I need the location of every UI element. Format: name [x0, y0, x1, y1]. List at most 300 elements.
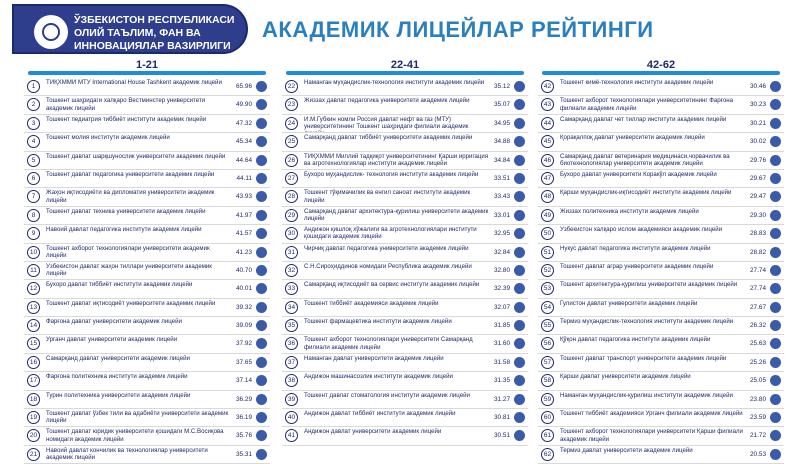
lyceum-name: Наманган муҳандислик-қурилиш институти академик лицейи	[560, 391, 733, 399]
lyceum-name: Бухоро давлат тиббиёт институти академик лицейи	[46, 281, 193, 289]
rating-score: 36.19	[236, 414, 252, 422]
bullet-dot-icon	[770, 449, 781, 460]
lyceum-name: Тошкент молия институти академик лицейи	[46, 134, 170, 142]
rank-number: 5	[27, 154, 40, 167]
lyceum-name: Тошкент давлат аграр университети академик лицейи	[560, 262, 714, 270]
rating-score: 43.93	[236, 193, 252, 201]
ranking-row	[282, 115, 528, 133]
bullet-dot-icon	[514, 283, 525, 294]
bullet-dot-icon	[256, 375, 267, 386]
rating-score: 32.80	[494, 266, 510, 274]
bullet-dot-icon	[256, 118, 267, 129]
rank-number: 38	[285, 374, 298, 387]
lyceum-name: ТИҚХММИ МТУ International House Tashkent академик лицейи	[46, 79, 222, 86]
ranking-row	[24, 354, 270, 372]
bullet-dot-icon	[256, 302, 267, 313]
lyceum-name: Наманган муҳандислик-технология институти академик лицейи	[304, 79, 485, 86]
bullet-dot-icon	[514, 412, 525, 423]
ranking-row	[538, 335, 784, 353]
lyceum-name: Самарқанд давлат архитектура-қурилиш университети академик лицейи	[304, 207, 489, 222]
ranking-row	[24, 335, 270, 353]
rank-number: 6	[27, 172, 40, 185]
bullet-dot-icon	[514, 357, 525, 368]
bullet-dot-icon	[514, 320, 525, 331]
bullet-dot-icon	[770, 228, 781, 239]
rank-number: 39	[285, 393, 298, 406]
rating-score: 31.58	[494, 358, 510, 366]
rating-score: 37.65	[236, 358, 252, 366]
ranking-row	[538, 78, 784, 96]
rating-score: 36.29	[236, 395, 252, 403]
rank-number: 21	[27, 448, 40, 461]
ranking-row	[24, 152, 270, 170]
lyceum-name: Самарқанд давлат тиббиёт университети академик лицейи	[304, 134, 473, 142]
ranking-row	[24, 372, 270, 390]
bullet-dot-icon	[770, 265, 781, 276]
rank-number: 47	[541, 172, 554, 185]
rating-score: 31.27	[494, 395, 510, 403]
ranking-row	[538, 244, 784, 262]
bullet-dot-icon	[256, 430, 267, 441]
bullet-dot-icon	[770, 173, 781, 184]
rank-number: 57	[541, 356, 554, 369]
bullet-dot-icon	[770, 118, 781, 129]
rank-number: 29	[285, 209, 298, 222]
ranking-row	[538, 170, 784, 188]
ranking-row	[282, 317, 528, 335]
bullet-dot-icon	[514, 99, 525, 110]
column-divider	[286, 71, 524, 75]
page-title: АКАДЕМИК ЛИЦЕЙЛАР РЕЙТИНГИ	[262, 17, 654, 42]
rank-number: 62	[541, 448, 554, 461]
lyceum-name: Андижон машинасозлик институти академик лицейи	[304, 373, 453, 381]
rank-number: 36	[285, 337, 298, 350]
rating-score: 31.85	[494, 322, 510, 330]
rating-score: 20.53	[750, 450, 766, 458]
bullet-dot-icon	[514, 247, 525, 258]
bullet-dot-icon	[514, 81, 525, 92]
ranking-row	[538, 372, 784, 390]
lyceum-name: Наманган давлат университети академик лицейи	[304, 354, 444, 362]
bullet-dot-icon	[770, 412, 781, 423]
bullet-dot-icon	[256, 173, 267, 184]
bullet-dot-icon	[256, 449, 267, 460]
ranking-row	[538, 188, 784, 206]
ranking-row	[282, 299, 528, 317]
rating-score: 30.81	[494, 414, 510, 422]
ranking-row	[538, 96, 784, 114]
rating-score: 44.64	[236, 156, 252, 164]
rank-number: 15	[27, 337, 40, 350]
lyceum-name: Тошкент ахборот технологиялари университети Қарши филиали академик лицейи	[560, 428, 743, 443]
rating-score: 47.32	[236, 119, 252, 127]
rating-score: 27.74	[750, 285, 766, 293]
ranking-row	[282, 391, 528, 409]
rating-score: 40.70	[236, 266, 252, 274]
rank-number: 40	[285, 411, 298, 424]
bullet-dot-icon	[770, 210, 781, 221]
lyceum-name: Ўзбекистон халқаро ислом академияси академик лицейи	[560, 226, 723, 234]
bullet-dot-icon	[770, 283, 781, 294]
rating-score: 27.67	[750, 303, 766, 311]
rank-number: 60	[541, 411, 554, 424]
bullet-dot-icon	[256, 155, 267, 166]
lyceum-name: ТИҚХММИ Миллий тадқиқот университетининг Қарши ирригация ва агротехнологиялар институти академик лицейи	[304, 152, 489, 167]
rating-score: 30.46	[750, 83, 766, 90]
rating-score: 28.83	[750, 230, 766, 238]
bullet-dot-icon	[256, 283, 267, 294]
rating-score: 49.90	[236, 101, 252, 109]
lyceum-name: Тошкент ахборот технологиялари университети Самарқанд филиали академик лицейи	[304, 336, 473, 351]
rank-number: 25	[285, 135, 298, 148]
lyceum-name: Ўзбекистон давлат жаҳон тиллари университети академик лицейи	[46, 262, 212, 278]
ministry-name	[74, 14, 254, 53]
lyceum-name: Тошкент тиббиёт академияси Урганч филиали академик лицейи	[560, 410, 743, 418]
rating-score: 30.21	[750, 119, 766, 127]
ministry-line: ОЛИЙ ТАЪЛИМ, ФАН ВА	[74, 27, 201, 39]
rank-number: 48	[541, 190, 554, 203]
ranking-row	[282, 354, 528, 372]
rating-score: 35.07	[494, 101, 510, 109]
ranking-column-1	[24, 60, 270, 464]
bullet-dot-icon	[514, 430, 525, 441]
bullet-dot-icon	[770, 338, 781, 349]
lyceum-name: Тошкент архитектура-қурилиш университети академик лицейи	[560, 281, 738, 289]
rating-score: 34.88	[494, 138, 510, 146]
lyceum-name: Самарқанд давлат ветеринария медицинаси,чорвачилик ва биотехнологиялар университети академик лицейи	[560, 152, 730, 167]
ranking-row	[282, 133, 528, 151]
rank-number: 32	[285, 264, 298, 277]
rank-number: 34	[285, 301, 298, 314]
lyceum-name: Жаҳон иқтисодиёти ва дипломатия университети академик лицейи	[46, 189, 215, 204]
bullet-dot-icon	[256, 247, 267, 258]
bullet-dot-icon	[770, 155, 781, 166]
rank-number: 26	[285, 154, 298, 167]
bullet-dot-icon	[256, 338, 267, 349]
emblem-icon	[34, 15, 68, 49]
ranking-row	[282, 207, 528, 225]
ranking-row	[24, 225, 270, 243]
bullet-dot-icon	[514, 155, 525, 166]
rating-score: 34.84	[494, 156, 510, 164]
ranking-row	[24, 317, 270, 335]
ranking-column-3	[538, 60, 784, 464]
lyceum-name: Қарши муҳандислик-иқтисодиёт институти академик лицейи	[560, 189, 732, 197]
lyceum-name: Фарғона давлат университети академик лицейи	[46, 318, 182, 326]
ranking-row	[538, 207, 784, 225]
bullet-dot-icon	[256, 136, 267, 147]
lyceum-name: Тошкент кимё-технология институти академик лицейи	[560, 79, 714, 86]
ranking-row	[282, 78, 528, 96]
rank-number: 45	[541, 135, 554, 148]
bullet-dot-icon	[770, 99, 781, 110]
rank-number: 53	[541, 282, 554, 295]
ranking-row	[24, 115, 270, 133]
bullet-dot-icon	[770, 247, 781, 258]
ranking-row	[24, 78, 270, 96]
rating-score: 23.59	[750, 414, 766, 422]
rank-number: 43	[541, 98, 554, 111]
rating-score: 32.07	[494, 303, 510, 311]
rank-number: 37	[285, 356, 298, 369]
rank-number: 4	[27, 135, 40, 148]
rank-number: 14	[27, 319, 40, 332]
column-divider	[28, 71, 266, 75]
rank-number: 2	[27, 98, 40, 111]
rank-number: 52	[541, 264, 554, 277]
lyceum-name: Гулистон давлат университети академик лицейи	[560, 299, 698, 307]
bullet-dot-icon	[514, 228, 525, 239]
rank-number: 13	[27, 301, 40, 314]
rank-number: 42	[541, 80, 554, 93]
rating-score: 34.95	[494, 119, 510, 127]
rating-score: 30.02	[750, 138, 766, 146]
rating-score: 33.43	[494, 193, 510, 201]
rank-number: 3	[27, 117, 40, 130]
bullet-dot-icon	[256, 81, 267, 92]
lyceum-name: Жиззах политехника институти академик лицейи	[560, 207, 699, 215]
bullet-dot-icon	[514, 210, 525, 221]
lyceum-name: Турин политехника университети академик лицейи	[46, 391, 191, 399]
rating-score: 45.34	[236, 138, 252, 146]
rank-number: 55	[541, 319, 554, 332]
ranking-row	[24, 280, 270, 298]
ranking-row	[24, 427, 270, 445]
rank-number: 23	[285, 98, 298, 111]
bullet-dot-icon	[514, 136, 525, 147]
ranking-row	[24, 170, 270, 188]
lyceum-name: Чирчиқ давлат педагогика университети академик лицейи	[304, 244, 469, 252]
lyceum-name: Термиз давлат университети академик лицейи	[560, 446, 693, 454]
ranking-row	[538, 262, 784, 280]
column-divider	[542, 71, 780, 75]
bullet-dot-icon	[770, 375, 781, 386]
bullet-dot-icon	[256, 210, 267, 221]
bullet-dot-icon	[514, 191, 525, 202]
rank-number: 11	[27, 264, 40, 277]
bullet-dot-icon	[256, 394, 267, 405]
rating-score: 39.09	[236, 322, 252, 330]
lyceum-name: С.Н.Сироҳиддинов номидаги Республика академик лицейи	[304, 262, 472, 270]
bullet-dot-icon	[256, 357, 267, 368]
bullet-dot-icon	[514, 338, 525, 349]
rank-number: 46	[541, 154, 554, 167]
lyceum-name: Тошкент педиатрия тиббиёт институти академик лицейи	[46, 115, 207, 123]
bullet-dot-icon	[770, 430, 781, 441]
lyceum-name: Тошкент давлат техника университети академик лицейи	[46, 207, 206, 215]
ranking-row	[538, 427, 784, 445]
lyceum-name: Қорақалпоқ давлат университети академик лицейи	[560, 134, 705, 142]
rating-score: 33.51	[494, 174, 510, 182]
rank-number: 24	[285, 117, 298, 130]
ministry-logo-block	[14, 6, 246, 52]
rating-score: 30.23	[750, 101, 766, 109]
bullet-dot-icon	[770, 191, 781, 202]
lyceum-name: Тошкент фармацевтика институти академик лицейи	[304, 318, 452, 326]
rank-number: 22	[285, 80, 298, 93]
ranking-row	[282, 372, 528, 390]
ranking-row	[282, 96, 528, 114]
ranking-row	[538, 133, 784, 151]
rank-number: 17	[27, 374, 40, 387]
rank-number: 18	[27, 393, 40, 406]
lyceum-name: Тошкент шаҳридаги халқаро Вестминстер университети академик лицейи	[46, 97, 206, 112]
rank-number: 50	[541, 227, 554, 240]
rank-number: 31	[285, 246, 298, 259]
lyceum-name: Тошкент давлат транспорт университети академик лицейи	[560, 354, 727, 362]
ranking-row	[24, 207, 270, 225]
bullet-dot-icon	[514, 375, 525, 386]
lyceum-name: Тошкент ахборот технологиялари университети академик лицейи	[46, 244, 210, 259]
ranking-row	[538, 409, 784, 427]
lyceum-name: Фарғона политехника институти академик лицейи	[46, 373, 188, 381]
ranking-row	[282, 170, 528, 188]
bullet-dot-icon	[770, 136, 781, 147]
ranking-row	[538, 391, 784, 409]
rating-score: 37.14	[236, 377, 252, 385]
lyceum-name: Термиз муҳандислик-технология институти академик лицейи	[560, 318, 734, 326]
rating-score: 31.60	[494, 340, 510, 348]
rating-score: 32.39	[494, 285, 510, 293]
rating-score: 32.95	[494, 230, 510, 238]
rank-number: 9	[27, 227, 40, 240]
lyceum-name: И.М.Губкин номли Россия давлат нефт ва газ (МТУ) университетининг Тошкент шаҳридаги филиали академик	[304, 115, 469, 130]
column-heading: 22-41	[390, 59, 420, 71]
lyceum-name: Тошкент давлат педагогика университети академик лицейи	[46, 170, 215, 178]
rating-score: 35.12	[494, 83, 510, 90]
rank-number: 19	[27, 411, 40, 424]
ranking-row	[282, 427, 528, 445]
bullet-dot-icon	[770, 394, 781, 405]
bullet-dot-icon	[256, 228, 267, 239]
bullet-dot-icon	[256, 320, 267, 331]
lyceum-name: Қарши давлат университети академик лицейи	[560, 373, 691, 381]
ranking-row	[282, 409, 528, 427]
rating-score: 25.63	[750, 340, 766, 348]
lyceum-name: Тошкент тиббиёт академияси академик лицейи	[304, 299, 439, 307]
lyceum-name: Тошкент давлат ўзбек тили ва адабиёти университети академик лицейи	[46, 410, 229, 425]
rank-number: 16	[27, 356, 40, 369]
ranking-row	[24, 391, 270, 409]
bullet-dot-icon	[514, 118, 525, 129]
rank-number: 20	[27, 429, 40, 442]
lyceum-name: Тошкент тўқимачилик ва енгил саноат институти академик лицейи	[304, 189, 471, 204]
rating-score: 27.74	[750, 266, 766, 274]
rating-score: 37.92	[236, 340, 252, 348]
rank-number: 35	[285, 319, 298, 332]
lyceum-name: Тошкент давлат иқтисодиёт университети академик лицейи	[46, 299, 216, 307]
page-header	[0, 0, 800, 58]
ranking-row	[282, 225, 528, 243]
bullet-dot-icon	[256, 99, 267, 110]
rank-number: 10	[27, 246, 40, 259]
lyceum-name: Тошкент давлат стоматология институти академик лицейи	[304, 391, 470, 399]
lyceum-name: Андижон давлат тиббиёт институти академик лицейи	[304, 410, 456, 418]
bullet-dot-icon	[256, 265, 267, 276]
rating-score: 35.31	[236, 450, 252, 458]
lyceum-name: Бухоро муҳандислик- технология институти академик лицейи	[304, 170, 479, 178]
lyceum-name: Самарқанд давлат чет тиллар институти академик лицейи	[560, 115, 727, 123]
rating-score: 23.80	[750, 395, 766, 403]
ranking-row	[282, 188, 528, 206]
rank-number: 33	[285, 282, 298, 295]
rating-score: 41.97	[236, 211, 252, 219]
rating-score: 29.30	[750, 211, 766, 219]
lyceum-name: Тошкент давлат шарқшунослик университети академик лицейи	[46, 152, 226, 160]
ministry-line: ИННОВАЦИЯЛАР ВАЗИРЛИГИ	[74, 40, 231, 52]
rank-number: 41	[285, 429, 298, 442]
ranking-row	[282, 335, 528, 353]
rating-score: 25.05	[750, 377, 766, 385]
column-heading: 42-62	[646, 59, 676, 71]
bullet-dot-icon	[514, 265, 525, 276]
column-heading: 1-21	[135, 59, 159, 71]
lyceum-name: Бухоро давлат университети Коракўл академик лицейи	[560, 170, 717, 178]
lyceum-name: Тошкент давлат юридик университети қошидаги М.С.Восиқова номидаги академик лицейи	[46, 428, 224, 443]
lyceum-name: Навоий давлат кончилик ва технологиялар университети академик лицейи	[46, 446, 208, 462]
ranking-row	[282, 280, 528, 298]
lyceum-name: Тошкент ахборот технологиялари университетининг Фарғона филиали академик лицейи	[560, 97, 734, 112]
rating-score: 39.32	[236, 303, 252, 311]
rank-number: 27	[285, 172, 298, 185]
rating-score: 29.76	[750, 156, 766, 164]
ranking-row	[282, 152, 528, 170]
bullet-dot-icon	[770, 320, 781, 331]
rank-number: 61	[541, 429, 554, 442]
rating-score: 65.96	[236, 83, 252, 90]
rating-score: 28.82	[750, 248, 766, 256]
ranking-row	[282, 262, 528, 280]
rank-number: 30	[285, 227, 298, 240]
rating-score: 41.57	[236, 230, 252, 238]
ranking-row	[538, 317, 784, 335]
ranking-row	[538, 280, 784, 298]
rating-score: 30.51	[494, 432, 510, 440]
ranking-row	[538, 225, 784, 243]
lyceum-name: Жиззах давлат педагогика университети академик лицейи	[304, 97, 470, 105]
rank-number: 51	[541, 246, 554, 259]
bullet-dot-icon	[770, 302, 781, 313]
lyceum-name: Қўқон давлат педагогика институти академик лицейи	[560, 336, 711, 344]
rating-score: 32.84	[494, 248, 510, 256]
rank-number: 28	[285, 190, 298, 203]
rating-score: 29.67	[750, 174, 766, 182]
ranking-row	[24, 409, 270, 427]
bullet-dot-icon	[770, 357, 781, 368]
rank-number: 59	[541, 393, 554, 406]
rank-number: 7	[27, 190, 40, 203]
ranking-row	[24, 244, 270, 262]
rank-number: 56	[541, 337, 554, 350]
ministry-line: ЎЗБЕКИСТОН РЕСПУБЛИКАСИ	[74, 14, 235, 26]
bullet-dot-icon	[256, 412, 267, 423]
rank-number: 58	[541, 374, 554, 387]
ranking-row	[538, 115, 784, 133]
ranking-row	[538, 299, 784, 317]
rating-score: 26.32	[750, 322, 766, 330]
rank-number: 8	[27, 209, 40, 222]
bullet-dot-icon	[514, 302, 525, 313]
rating-score: 21.72	[750, 432, 766, 440]
ranking-row	[24, 188, 270, 206]
lyceum-name: Навоий давлат педагогика институти академик лицейи	[46, 226, 202, 234]
bullet-dot-icon	[256, 191, 267, 202]
rating-score: 31.35	[494, 377, 510, 385]
rank-number: 44	[541, 117, 554, 130]
lyceum-name: Нукус давлат педагогика институти академик лицейи	[560, 244, 711, 252]
rating-score: 33.01	[494, 211, 510, 219]
rank-number: 1	[27, 80, 40, 93]
